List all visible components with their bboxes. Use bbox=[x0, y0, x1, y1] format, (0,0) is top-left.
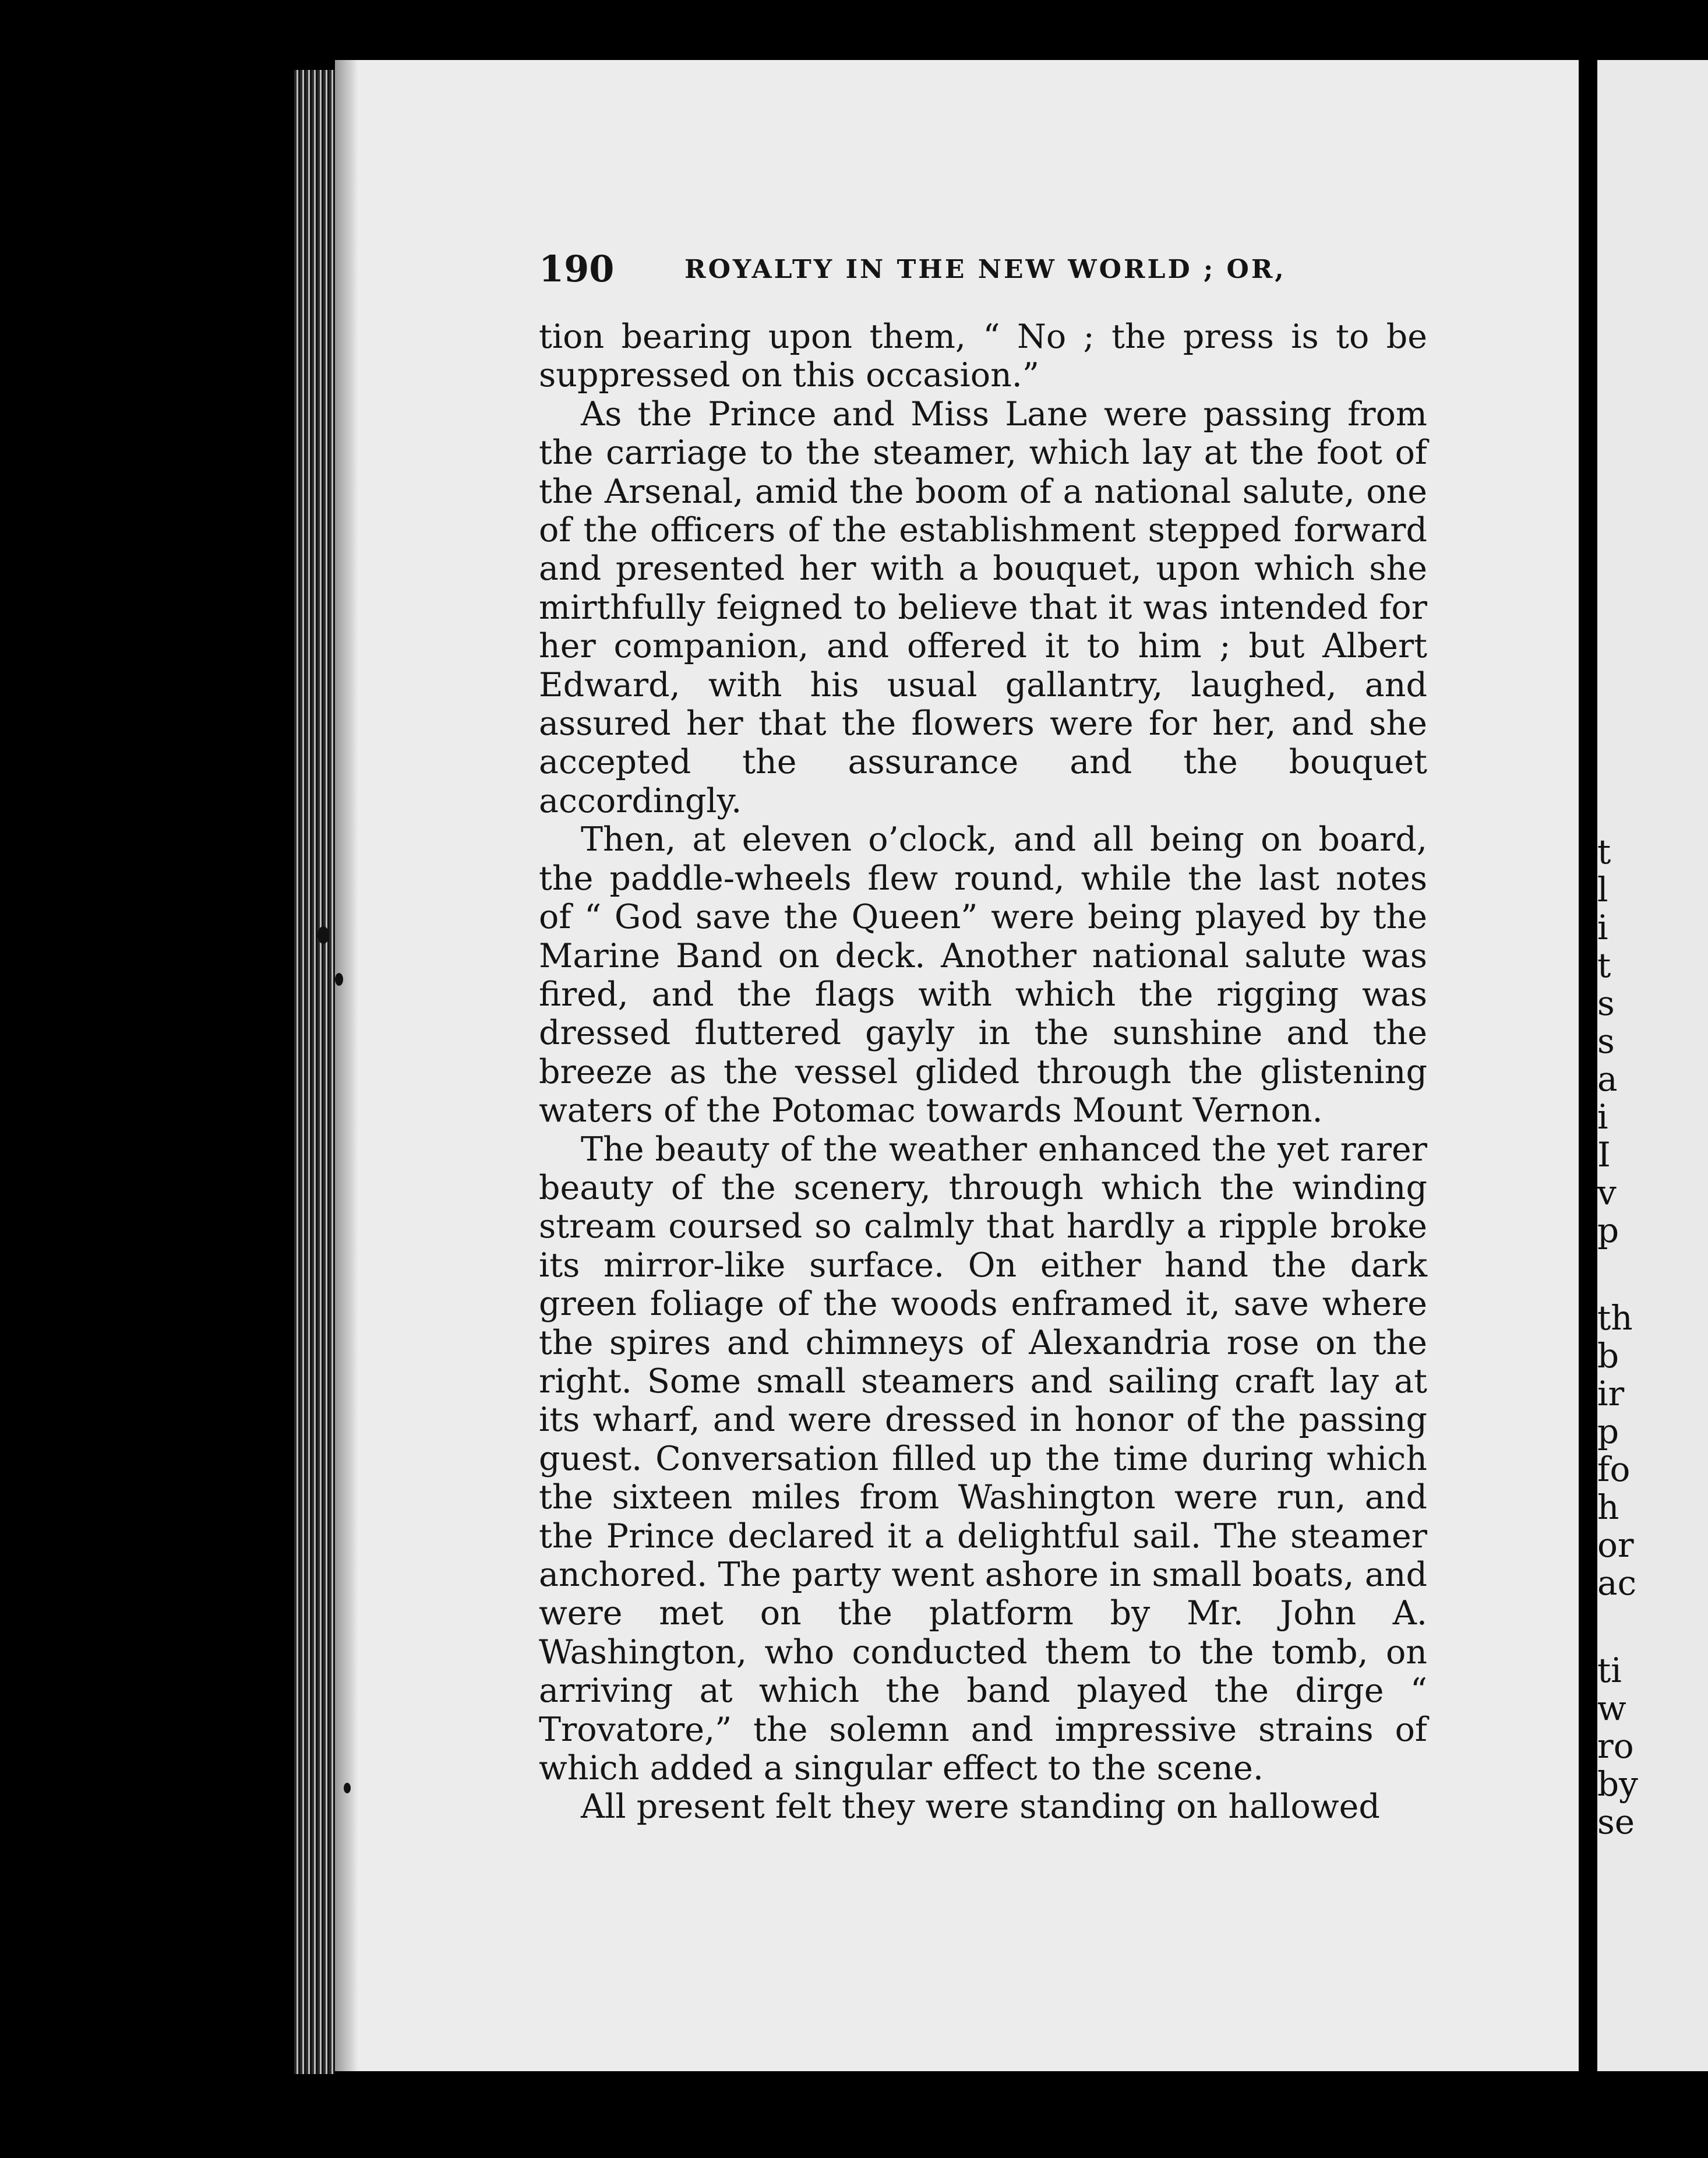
paragraph: tion bearing upon them, “ No ; the press is to be suppressed on this occasion.” bbox=[539, 318, 1427, 395]
speck bbox=[317, 926, 329, 944]
facing-page-text: t bbox=[1597, 832, 1611, 872]
facing-page-text: w bbox=[1597, 1688, 1626, 1728]
facing-page-text: h bbox=[1597, 1487, 1619, 1527]
running-title: ROYALTY IN THE NEW WORLD ; OR, bbox=[684, 255, 1286, 284]
facing-page-text: s bbox=[1597, 1021, 1615, 1061]
facing-page-text: ro bbox=[1597, 1726, 1634, 1766]
page-number: 190 bbox=[539, 248, 615, 290]
facing-page-text: ac bbox=[1597, 1563, 1637, 1603]
facing-page-text: th bbox=[1597, 1298, 1633, 1338]
facing-page-text: fo bbox=[1597, 1450, 1631, 1489]
facing-page-text: ir bbox=[1597, 1374, 1625, 1413]
facing-page-text: by bbox=[1597, 1764, 1638, 1804]
facing-page-text: t bbox=[1597, 946, 1611, 985]
page-body bbox=[539, 318, 1427, 1826]
facing-page-text: i bbox=[1597, 908, 1608, 947]
facing-page-text: se bbox=[1597, 1802, 1635, 1842]
facing-page-text: s bbox=[1597, 983, 1615, 1023]
facing-page-text: b bbox=[1597, 1336, 1619, 1376]
facing-page-text: ti bbox=[1597, 1651, 1622, 1690]
facing-page-text: p bbox=[1597, 1412, 1619, 1451]
paragraph: As the Prince and Miss Lane were passing from the carriage to the steamer, which lay at the foot of the Arsenal, amid the boom of a national salute, one of the officers of the establishment stepped forward and presented her with a bouquet, upon which she mirthfully feigned to believe that it was intended for her companion, and offered it to him ; but Albert Edward, with his usual gallantry, laughed, and assured her that the flowers were for her, and she accepted the assurance and the bouquet accordingly. bbox=[539, 394, 1427, 820]
page-header bbox=[539, 248, 1448, 294]
facing-page-text: i bbox=[1597, 1097, 1608, 1137]
facing-page-text: or bbox=[1597, 1525, 1634, 1565]
book-page-edges bbox=[294, 70, 335, 2074]
facing-page-text: v bbox=[1597, 1173, 1617, 1212]
facing-page-text: l bbox=[1597, 870, 1608, 909]
paragraph: The beauty of the weather enhanced the yet rarer beauty of the scenery, through which the winding stream coursed so calmly that hardly a ripple broke its mirror-like surface. On either hand the dark green foliage of the woods enframed it, save where the spires and chimneys of Alexandria rose on the right. Some small steamers and sailing craft lay at its wharf, and were dressed in honor of the passing guest. Conversation filled up the time during which the sixteen miles from Washington were run, and the Prince declared it a delightful sail. The steamer anchored. The party went ashore in small boats, and were met on the platform by Mr. John A. Washington, who conducted them to the tomb, on arriving at which the band played the dirge “ Trovatore,” the solemn and impressive strains of which added a singular effect to the scene. bbox=[539, 1130, 1427, 1788]
gutter-shadow bbox=[335, 60, 358, 2071]
facing-page-text: a bbox=[1597, 1059, 1618, 1099]
paragraph: All present felt they were standing on hallowed bbox=[581, 1787, 1380, 1826]
facing-page-text: p bbox=[1597, 1211, 1619, 1250]
speck bbox=[335, 973, 343, 986]
paragraph: Then, at eleven o’clock, and all being on board, the paddle-wheels flew round, while the last notes of “ God save the Queen” were being played by the Marine Band on deck. Another national salute was fired, and the flags with which the rigging was dressed fluttered gayly in the sunshine and the breeze as the vessel glided through the glistening waters of the Potomac towards Mount Vernon. bbox=[539, 820, 1427, 1130]
facing-page-text: I bbox=[1597, 1135, 1611, 1175]
speck bbox=[344, 1783, 351, 1793]
facing-page-fragment bbox=[1597, 60, 1708, 2071]
